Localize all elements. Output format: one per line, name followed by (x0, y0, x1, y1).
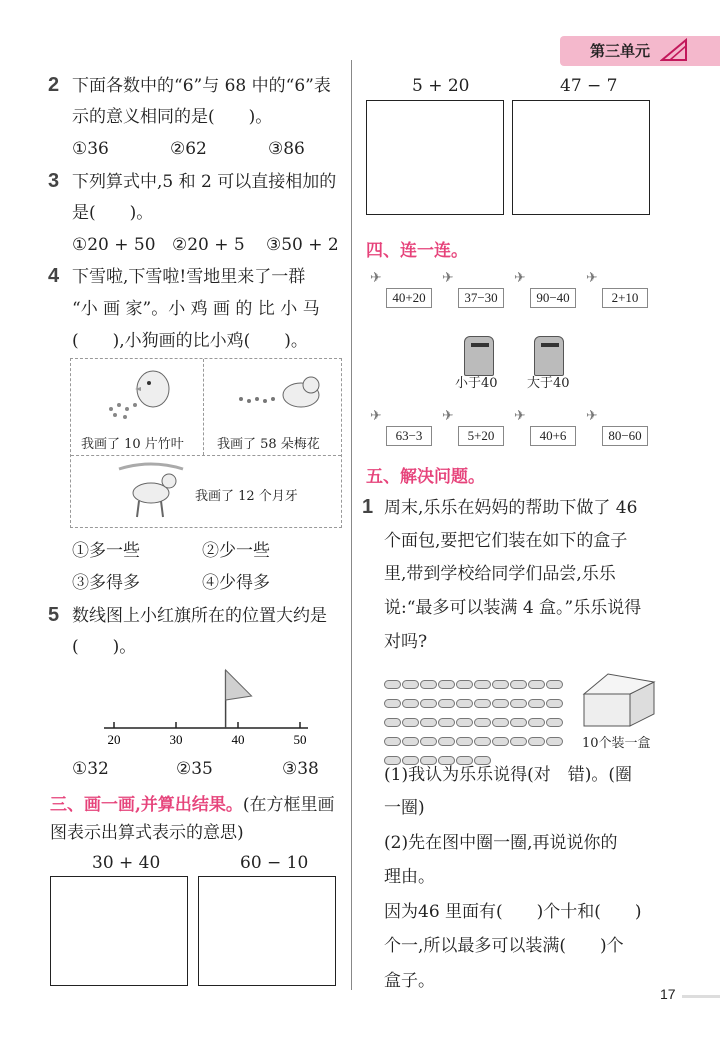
draw-box-1[interactable] (50, 876, 188, 986)
puppy-drawing (231, 369, 331, 419)
bread-icon (474, 718, 491, 727)
q2-line2: 示的意义相同的是( )。 (72, 107, 273, 127)
tag-top-3[interactable]: 90−40 (530, 288, 576, 308)
s5-part1a: (1)我认为乐乐说得(对 错)。(圈 (384, 765, 632, 785)
q4-option3: ③多得多 (72, 573, 140, 593)
section3-note2: 图表示出算式表示的意思) (50, 823, 244, 843)
s5-line1: 周末,乐乐在妈妈的帮助下做了 46 (384, 498, 638, 518)
bread-icon (528, 680, 545, 689)
q5-option2: ②35 (176, 759, 213, 779)
bread-icon (438, 680, 455, 689)
s5-line3: 里,带到学校给同学们品尝,乐乐 (384, 564, 616, 584)
expr-30-40: 30 + 40 (92, 853, 161, 873)
bird-icon: ✈ (586, 408, 598, 424)
mailbox-icon (534, 336, 564, 376)
q3-option2: ②20 + 5 (172, 235, 245, 255)
bread-icon (420, 737, 437, 746)
bread-icon (492, 718, 509, 727)
s5-q1-number: 1 (362, 496, 374, 518)
q4-line2: “小 画 家”。小 鸡 画 的 比 小 马 (72, 299, 320, 319)
box-drawing (580, 670, 658, 728)
section3-title: 三、画一画,并算出结果。 (50, 795, 243, 815)
column-divider (351, 60, 352, 990)
caption-chick: 我画了 10 片竹叶 (81, 437, 184, 452)
q3-option1: ①20 + 50 (72, 235, 156, 255)
draw-box-2[interactable] (198, 876, 336, 986)
q3-line1: 下列算式中,5 和 2 可以直接相加的 (72, 172, 337, 192)
q4-option4: ④少得多 (202, 573, 270, 593)
bird-icon: ✈ (514, 270, 526, 286)
caption-puppy: 我画了 58 朵梅花 (217, 437, 320, 452)
expr-5-20: 5 + 20 (412, 76, 470, 96)
bread-grid (384, 674, 574, 769)
section5-title: 五、解决问题。 (366, 467, 485, 487)
bread-icon (510, 699, 527, 708)
picture-divider-v (203, 359, 204, 455)
tag-bottom-3[interactable]: 40+6 (530, 426, 576, 446)
expr-47-7: 47 − 7 (560, 76, 618, 96)
bread-icon (546, 680, 563, 689)
bread-icon (492, 737, 509, 746)
bread-icon (402, 737, 419, 746)
tick-label: 50 (293, 732, 307, 747)
draw-box-4[interactable] (512, 100, 650, 215)
q5-line1: 数线图上小红旗所在的位置大约是 (72, 606, 327, 626)
picture-divider-h (71, 455, 341, 456)
bread-icon (420, 699, 437, 708)
bread-icon (438, 699, 455, 708)
tag-top-2[interactable]: 37−30 (458, 288, 504, 308)
bread-icon (546, 718, 563, 727)
bread-icon (420, 718, 437, 727)
q4-option2: ②少一些 (202, 541, 270, 561)
s5-part3b: 个一,所以最多可以装满( )个 (384, 936, 624, 956)
section3-note: (在方框里画 (242, 795, 335, 815)
section3-heading (50, 790, 335, 816)
caption-pony: 我画了 12 个月牙 (195, 489, 298, 504)
bread-icon (474, 680, 491, 689)
draw-box-3[interactable] (366, 100, 504, 215)
bread-icon (474, 737, 491, 746)
bread-icon (456, 718, 473, 727)
q5-number: 5 (48, 604, 60, 626)
picture-frame (70, 358, 342, 528)
bread-icon (456, 680, 473, 689)
pony-drawing (111, 459, 191, 523)
bird-icon: ✈ (514, 408, 526, 424)
tick-label: 20 (107, 732, 121, 747)
q4-number: 4 (48, 265, 60, 287)
ruler-icon (660, 38, 688, 62)
s5-part2b: 理由。 (384, 867, 435, 887)
q2-option2: ②62 (170, 139, 207, 159)
expr-60-10: 60 − 10 (240, 853, 309, 873)
q2-option1: ①36 (72, 139, 109, 159)
bread-icon (474, 699, 491, 708)
bread-icon (492, 680, 509, 689)
tick-label: 40 (231, 732, 245, 747)
bread-icon (384, 737, 401, 746)
bread-icon (528, 699, 545, 708)
bread-icon (492, 699, 509, 708)
q2-line1: 下面各数中的“6”与 68 中的“6”表 (72, 76, 331, 96)
s5-part2a: (2)先在图中圈一圈,再说说你的 (384, 833, 618, 853)
tag-bottom-1[interactable]: 63−3 (386, 426, 432, 446)
q4-line3: ( ),小狗画的比小鸡( )。 (72, 331, 308, 351)
bread-icon (420, 680, 437, 689)
q2-option3: ③86 (268, 139, 305, 159)
bird-icon: ✈ (586, 270, 598, 286)
q4-option1: ①多一些 (72, 541, 140, 561)
bird-icon: ✈ (370, 408, 382, 424)
bread-icon (510, 680, 527, 689)
s5-line2: 个面包,要把它们装在如下的盒子 (384, 531, 628, 551)
bread-icon (402, 699, 419, 708)
s5-part3a: 因为46 里面有( )个十和( ) (384, 902, 642, 922)
bread-icon (384, 718, 401, 727)
bread-icon (528, 737, 545, 746)
chick-drawing (101, 365, 181, 421)
tag-bottom-2[interactable]: 5+20 (458, 426, 504, 446)
bird-icon: ✈ (442, 270, 454, 286)
q5-option1: ①32 (72, 759, 109, 779)
bread-icon (402, 718, 419, 727)
page-number: 17 (660, 986, 676, 1002)
bread-icon (546, 737, 563, 746)
s5-line5: 对吗? (384, 632, 428, 652)
s5-part1b: 一圈) (384, 798, 425, 818)
q3-option3: ③50 + 2 (266, 235, 339, 255)
q2-number: 2 (48, 74, 60, 96)
bread-icon (438, 718, 455, 727)
bread-icon (438, 737, 455, 746)
box-caption: 10个装一盒 (582, 736, 651, 751)
tag-top-1[interactable]: 40+20 (386, 288, 432, 308)
box-less-than-40[interactable]: 小于40 (455, 376, 498, 391)
bread-icon (384, 699, 401, 708)
tag-top-4[interactable]: 2+10 (602, 288, 648, 308)
bird-icon: ✈ (370, 270, 382, 286)
s5-part3c: 盒子。 (384, 971, 435, 991)
q3-line2: 是( )。 (72, 203, 154, 223)
s5-line4: 说:“最多可以装满 4 盒。”乐乐说得 (384, 598, 642, 618)
number-line (100, 664, 320, 750)
page-number-line (682, 995, 720, 998)
bread-icon (528, 718, 545, 727)
bread-icon (510, 737, 527, 746)
bread-icon (456, 699, 473, 708)
tick-label: 30 (169, 732, 183, 747)
bread-icon (546, 699, 563, 708)
q5-option3: ③38 (282, 759, 319, 779)
mailbox-icon (464, 336, 494, 376)
q5-line2: ( )。 (72, 637, 137, 657)
bird-icon: ✈ (442, 408, 454, 424)
bread-icon (456, 737, 473, 746)
red-flag-icon (226, 670, 252, 700)
q3-number: 3 (48, 170, 60, 192)
section4-title: 四、连一连。 (366, 241, 468, 261)
tag-bottom-4[interactable]: 80−60 (602, 426, 648, 446)
box-greater-than-40[interactable]: 大于40 (527, 376, 570, 391)
bread-icon (402, 680, 419, 689)
q4-line1: 下雪啦,下雪啦!雪地里来了一群 (72, 267, 306, 287)
bread-icon (510, 718, 527, 727)
unit-title: 第三单元 (590, 42, 651, 60)
bread-icon (384, 680, 401, 689)
